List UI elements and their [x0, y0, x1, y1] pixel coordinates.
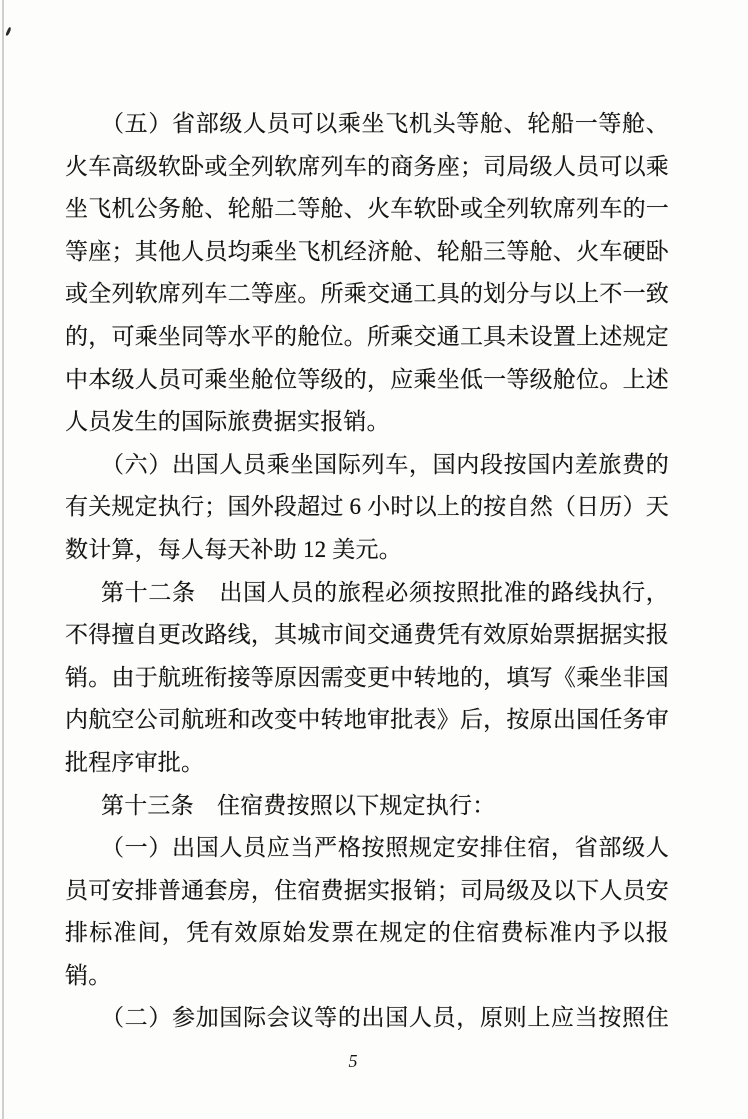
text-line: 批程序审批。	[65, 749, 205, 775]
text-line: 等座；其他人员均乘坐飞机经济舱、轮船三等舱、火车硬卧	[65, 238, 669, 264]
text-line: 的，可乘坐同等水平的舱位。所乘交通工具未设置上述规定	[65, 323, 669, 349]
text-line: 中本级人员可乘坐舱位等级的，应乘坐低一等级舱位。上述	[65, 366, 669, 392]
text-line: 人员发生的国际旅费据实报销。	[65, 409, 390, 435]
paragraph	[65, 785, 669, 828]
paragraph	[65, 103, 669, 444]
text-line: 内航空公司航班和改变中转地审批表》后，按原出国任务审	[65, 707, 669, 733]
text-line: 不得擅自更改路线，其城市间交通费凭有效原始票据据实报	[65, 622, 669, 648]
text-line: 排标准间，凭有效原始发票在规定的住宿费标准内予以报	[65, 920, 669, 946]
text-line: （五）省部级人员可以乘坐飞机头等舱、轮船一等舱、	[101, 111, 669, 136]
text-line: 销。	[65, 962, 112, 988]
text-line: 火车高级软卧或全列软席列车的商务座；司局级人员可以乘	[65, 153, 669, 179]
text-line: （六）出国人员乘坐国际列车，国内段按国内差旅费的	[101, 451, 669, 477]
text-line: 第十二条 出国人员的旅程必须按照批准的路线执行，	[101, 579, 669, 605]
text-line: 数计算，每人每天补助 12 美元。	[65, 536, 402, 562]
text-line: 第十三条 住宿费按照以下规定执行：	[101, 792, 496, 818]
paragraph	[65, 827, 669, 997]
page-number: 5	[348, 1051, 358, 1071]
text-line: 坐飞机公务舱、轮船二等舱、火车软卧或全列软席列车的一	[65, 196, 669, 222]
scan-edge-line	[2, 0, 4, 1119]
text-line: （二）参加国际会议等的出国人员，原则上应当按照住	[101, 1005, 669, 1031]
paragraph	[65, 572, 669, 785]
text-line: 销。由于航班衔接等原因需变更中转地的，填写《乘坐非国	[65, 664, 669, 690]
text-line: （一）出国人员应当严格按照规定安排住宿，省部级人	[101, 835, 669, 861]
paragraph	[65, 997, 669, 1040]
text-line: 员可安排普通套房，住宿费据实报销；司局级及以下人员安	[65, 877, 669, 903]
ink-speck	[5, 27, 11, 36]
paragraph	[65, 444, 669, 572]
document-text-block	[65, 103, 669, 1040]
text-line: 或全列软席列车二等座。所乘交通工具的划分与以上不一致	[65, 281, 669, 307]
text-line: 有关规定执行；国外段超过 6 小时以上的按自然（日历）天	[65, 494, 669, 520]
